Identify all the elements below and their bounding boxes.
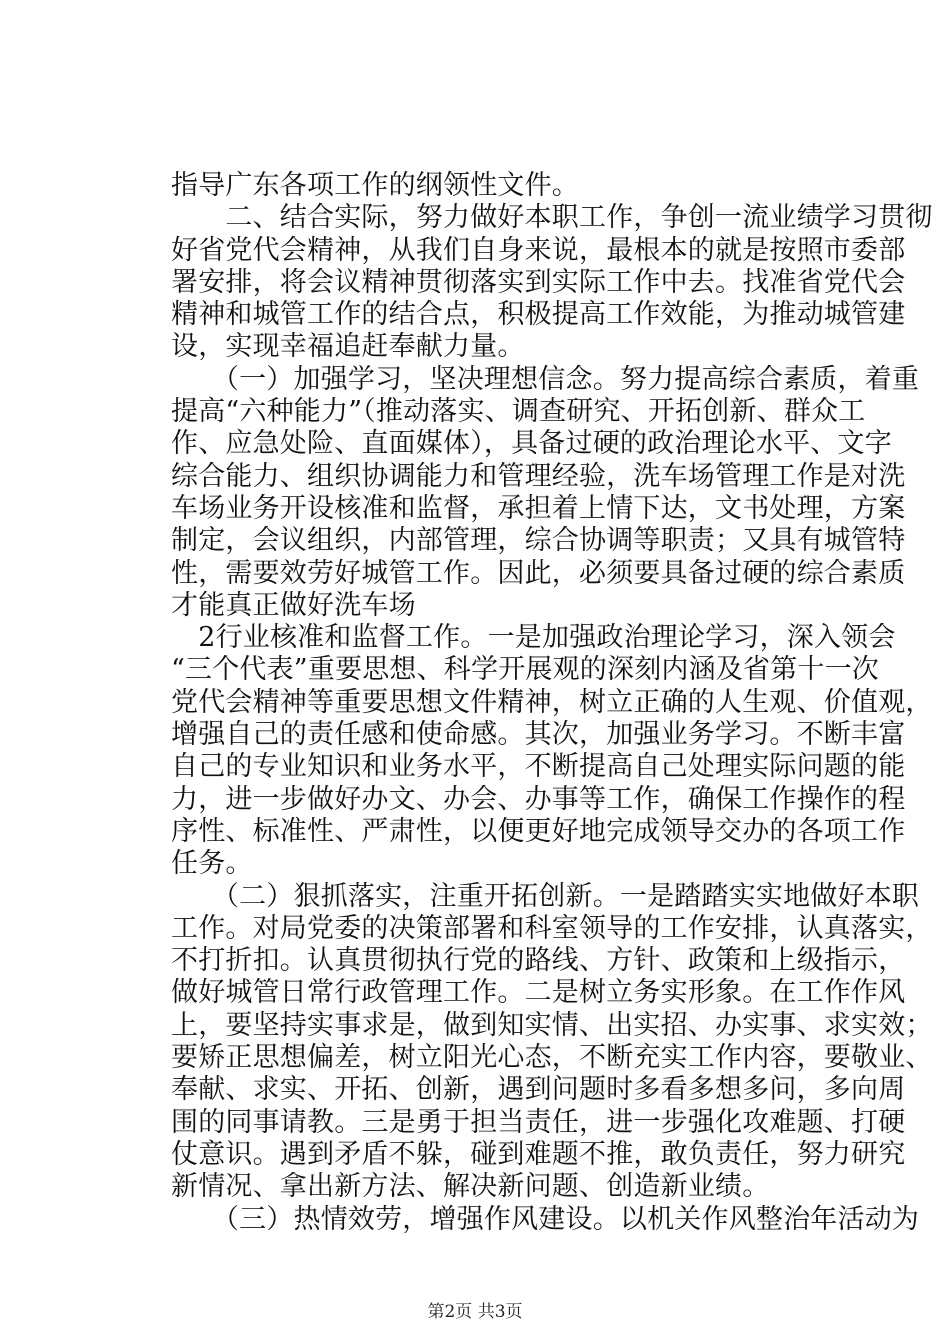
text-line: “三个代表”重要思想、科学开展观的深刻内涵及省第十一次: [171, 654, 880, 686]
text-line: （一）加强学习，坚决理想信念。努力提高综合素质，着重: [171, 363, 920, 395]
text-line: 提高“六种能力”（推动落实、调查研究、开拓创新、群众工: [171, 396, 866, 428]
text-line: 设，实现幸福追赶奉献力量。: [171, 331, 525, 363]
text-line: （二）狠抓落实，注重开拓创新。一是踏踏实实地做好本职: [171, 880, 920, 912]
text-line: 作、应急处险、直面媒体），具备过硬的政治理论水平、文字: [171, 428, 892, 460]
text-line: 不打折扣。认真贯彻执行党的路线、方针、政策和上级指示，: [171, 945, 906, 977]
text-line: 要矫正思想偏差，树立阳光心态，不断充实工作内容，要敬业、: [171, 1042, 933, 1074]
text-line: 奉献、求实、开拓、创新，遇到问题时多看多想多问，多向周: [171, 1074, 906, 1106]
text-line: 精神和城管工作的结合点，积极提高工作效能，为推动城管建: [171, 299, 906, 331]
text-line: 工作。对局党委的决策部署和科室领导的工作安排，认真落实，: [171, 912, 933, 944]
text-line: 制定，会议组织，内部管理，综合协调等职责；又具有城管特: [171, 525, 906, 557]
text-line: 才能真正做好洗车场: [171, 589, 416, 621]
text-line: 任务。: [171, 848, 253, 880]
text-line: 指导广东各项工作的纲领性文件。: [171, 170, 579, 201]
text-line: 性，需要效劳好城管工作。因此，必须要具备过硬的综合素质: [171, 557, 906, 589]
text-line: （三）热情效劳，增强作风建设。以机关作风整治年活动为: [171, 1203, 920, 1235]
page-number-footer: 第2页 共3页: [427, 1302, 523, 1322]
text-line: 新情况、拿出新方法、解决新问题、创造新业绩。: [171, 1171, 770, 1203]
text-line: 党代会精神等重要思想文件精神，树立正确的人生观、价值观，: [171, 686, 933, 718]
text-line: 综合能力、组织协调能力和管理经验，洗车场管理工作是对洗: [171, 460, 906, 492]
text-line: 围的同事请教。三是勇于担当责任，进一步强化攻难题、打硬: [171, 1106, 906, 1138]
text-line: 增强自己的责任感和使命感。其次，加强业务学习。不断丰富: [171, 719, 906, 751]
text-line: 好省党代会精神，从我们自身来说，最根本的就是按照市委部: [171, 234, 906, 266]
text-line: 序性、标准性、严肃性，以便更好地完成领导交办的各项工作: [171, 815, 906, 847]
text-line: 仗意识。遇到矛盾不躲，碰到难题不推，敢负责任，努力研究: [171, 1138, 906, 1170]
document-body: [171, 170, 933, 1236]
text-line: 自己的专业知识和业务水平，不断提高自己处理实际问题的能: [171, 751, 906, 783]
text-line: 二、结合实际，努力做好本职工作，争创一流业绩学习贯彻: [171, 202, 933, 234]
text-line: 做好城管日常行政管理工作。二是树立务实形象。在工作作风: [171, 977, 906, 1009]
text-line: 2行业核准和监督工作。一是加强政治理论学习，深入领会: [171, 622, 896, 654]
text-line: 署安排，将会议精神贯彻落实到实际工作中去。找准省党代会: [171, 266, 906, 298]
text-line: 力，进一步做好办文、办会、办事等工作，确保工作操作的程: [171, 783, 906, 815]
text-line: 车场业务开设核准和监督，承担着上情下达，文书处理，方案: [171, 492, 906, 524]
text-line: 上，要坚持实事求是，做到知实情、出实招、办实事、求实效；: [171, 1009, 933, 1041]
